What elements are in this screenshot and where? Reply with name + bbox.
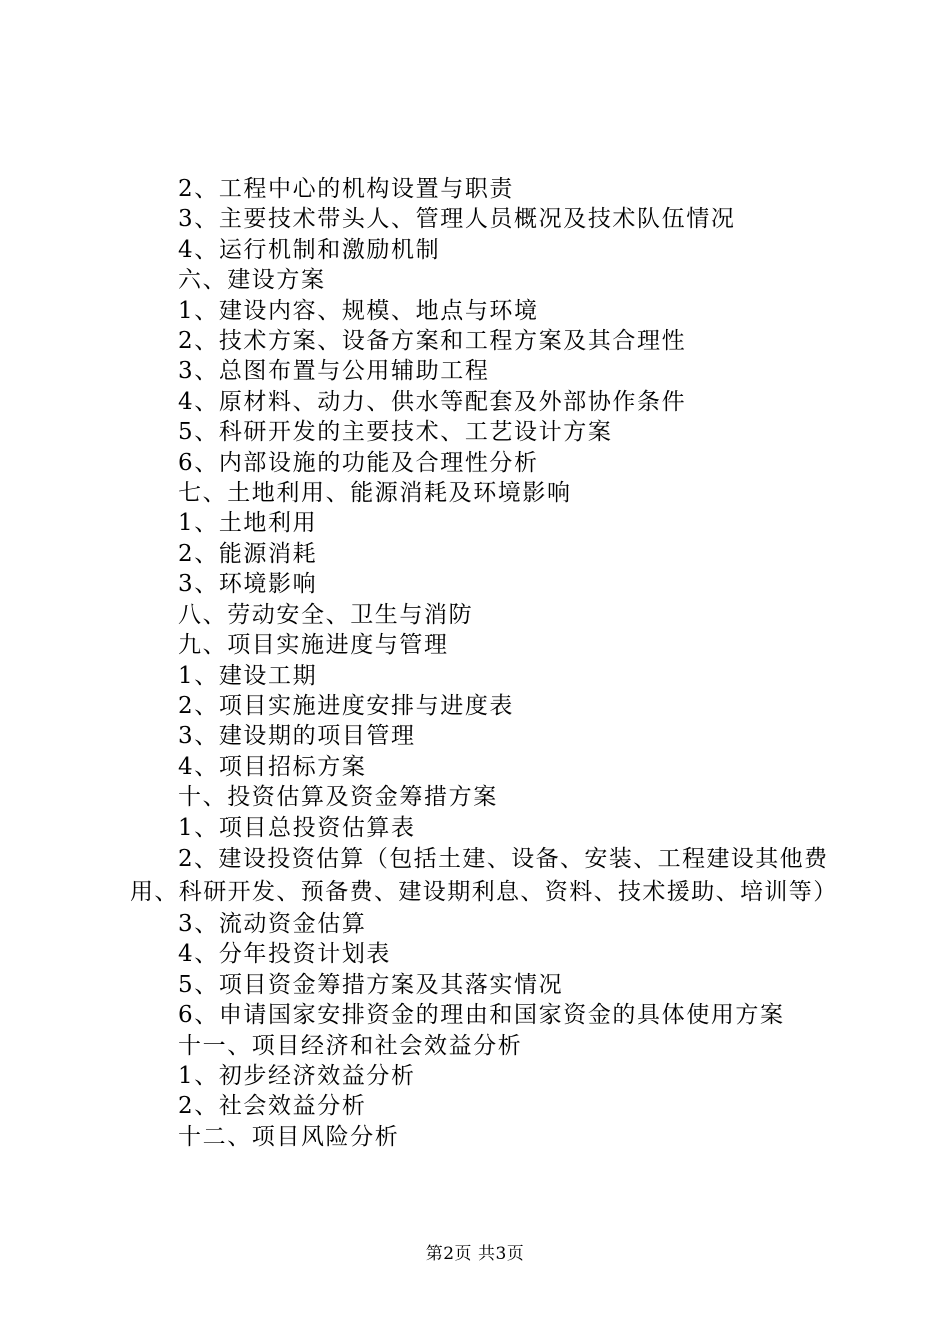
outline-item: 3、流动资金估算 <box>178 910 367 937</box>
section-heading: 六、建设方案 <box>178 267 326 294</box>
outline-item: 3、环境影响 <box>178 571 318 598</box>
section-heading: 十一、项目经济和社会效益分析 <box>178 1032 523 1059</box>
outline-item: 1、建设工期 <box>178 662 318 689</box>
section-heading: 十、投资估算及资金筹措方案 <box>178 784 498 811</box>
outline-item: 4、项目招标方案 <box>178 753 367 780</box>
outline-item: 2、社会效益分析 <box>178 1093 367 1120</box>
outline-item: 2、能源消耗 <box>178 540 318 567</box>
outline-item: 2、技术方案、设备方案和工程方案及其合理性 <box>178 328 687 355</box>
section-heading: 八、劳动安全、卫生与消防 <box>178 601 474 628</box>
outline-item: 3、建设期的项目管理 <box>178 723 416 750</box>
outline-item: 1、建设内容、规模、地点与环境 <box>178 297 539 324</box>
outline-item: 4、分年投资计划表 <box>178 941 392 968</box>
section-heading: 七、土地利用、能源消耗及环境影响 <box>178 480 572 507</box>
outline-item: 2、工程中心的机构设置与职责 <box>178 176 515 202</box>
outline-item: 5、项目资金筹措方案及其落实情况 <box>178 971 564 998</box>
outline-item: 5、科研开发的主要技术、工艺设计方案 <box>178 419 613 446</box>
outline-item: 6、申请国家安排资金的理由和国家资金的具体使用方案 <box>178 1002 785 1029</box>
document-body <box>130 174 840 1152</box>
outline-item: 4、原材料、动力、供水等配套及外部协作条件 <box>178 388 687 415</box>
outline-item: 3、总图布置与公用辅助工程 <box>178 358 490 385</box>
page-number: 第2页 共3页 <box>425 1244 525 1264</box>
outline-item: 6、内部设施的功能及合理性分析 <box>178 449 539 476</box>
outline-item-paragraph: 2、建设投资估算（包括土建、设备、安装、工程建设其他费用、科研开发、预备费、建设期利息、资料、技术援助、培训等） <box>130 845 838 905</box>
outline-item: 3、主要技术带头人、管理人员概况及技术队伍情况 <box>178 206 736 233</box>
outline-item: 1、初步经济效益分析 <box>178 1062 416 1089</box>
outline-item: 4、运行机制和激励机制 <box>178 236 441 263</box>
outline-item: 1、项目总投资估算表 <box>178 814 416 841</box>
outline-item: 2、项目实施进度安排与进度表 <box>178 692 515 719</box>
section-heading: 十二、项目风险分析 <box>178 1123 400 1150</box>
section-heading: 九、项目实施进度与管理 <box>178 632 449 659</box>
outline-item: 1、土地利用 <box>178 510 318 537</box>
